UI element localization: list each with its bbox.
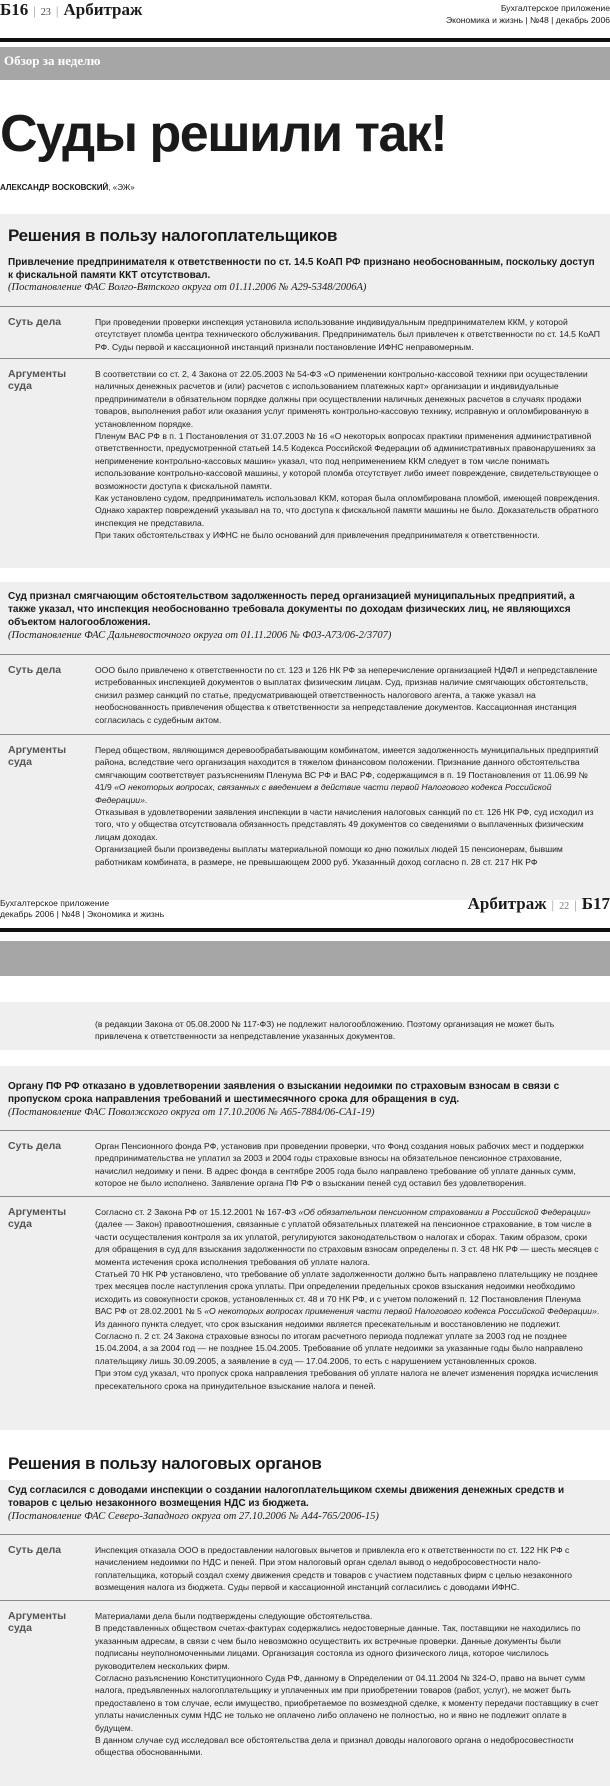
case-reference: (Постановление ФАС Поволжского округа от 17.10.2006 № А65-7884/06-СА1-19) [8, 1107, 375, 1118]
page-number: 22 [559, 901, 570, 912]
divider [0, 306, 610, 307]
case-title: Привлечение предпринимателя к ответственности по ст. 14.5 КоАП РФ признано необоснованным, поскольку доступ к фискальной памяти ККТ отсутствовал. [8, 257, 595, 281]
court-arguments-text [95, 744, 600, 868]
court-arguments-label: Аргументы суда [8, 1206, 67, 1230]
case-essence-label: Суть дела [8, 664, 62, 676]
gray-band [0, 941, 610, 976]
argument-paragraph: Как установлено судом, предприниматель использовал ККМ, которая была опломбирована пломбой, имеющей повреждения. Однако характер повреждений указывал на то, что доступа к фискальной памяти машины не было. Доказательств обратного инспекция не представила. [95, 493, 600, 528]
author-line [0, 183, 135, 192]
review-band [0, 47, 610, 80]
header-left: Б16 | 23 | Арбитраж [0, 0, 143, 19]
band-title: Обзор за неделю [4, 53, 101, 68]
section-name: Арбитраж [63, 0, 143, 19]
court-arguments-text [95, 1206, 600, 1392]
section-name: Арбитраж [467, 894, 547, 913]
argument-paragraph: При таких обстоятельствах у ИФНС не было оснований для привлечения предпринимателя к ответственности. [95, 530, 540, 541]
header-rule [0, 38, 610, 42]
case-title: Органу ПФ РФ отказано в удовлетворении заявления о взыскании недоимки по страховым взносам в связи с пропуском срока направления требований и шестимесячного срока для обращения в суд. [8, 1081, 560, 1105]
case-reference: (Постановление ФАС Дальневосточного округа от 01.11.2006 № Ф03-А73/06-2/3707) [8, 630, 392, 641]
section-heading-tax-authorities: Решения в пользу налоговых органов [8, 1454, 322, 1473]
argument-paragraph: Отказывая в удовлетворении заявления инспекции в части начисления налоговых санкций по ст. 126 НК РФ, суд исходил из того, что у общества отсутствовала обязанность представлять 49 документов со сведениями о выплаченных физическим лицам доходах. [95, 807, 594, 842]
section-heading-taxpayers: Решения в пользу налогоплательщиков [8, 226, 338, 245]
case-title: Суд согласился с доводами инспекции о создании налогоплательщиком схемы движения денежных средств и товаров с целью незаконного возмещения НДС из бюджета. [8, 1485, 565, 1509]
case-essence-label: Суть дела [8, 1544, 62, 1556]
argument-paragraph: Согласно п. 2 ст. 24 Закона страховые взносы по итогам расчетного периода подлежат уплате за 2003 год не позднее 15.04.2004, а за 2004 год — не позднее 15.04.2005. Требование об уплате недоимки за указанные годы было направлено плательщику лишь 30.09.2005, а заявление в суд — 17.04.2006, то есть с нарушением установленных сроков. [95, 1331, 583, 1366]
publication-info: Бухгалтерское приложение Экономика и жизнь | №48 | декабрь 2006 [445, 3, 610, 25]
page-badge: Б17 [581, 894, 610, 913]
page-title: Суды решили так! [0, 105, 447, 163]
argument-paragraph: Пленум ВАС РФ в п. 1 Постановления от 31.07.2003 № 16 «О некоторых вопросах практики применения административной ответственности, предусмотренной статьей 14.5 Кодекса Российской Федерации об административных правонарушениях за неприменение контрольно-кассовых машин» указал, что под неприменением ККМ следует в том числе понимать использование контрольно-кассовой машины, у которой пломба отсутствует либо имеет повреждение, свидетельствующее о возможности доступа к фискальной памяти. [95, 431, 599, 491]
case-essence-text: Инспекция отказала ООО в предоставлении налоговых вычетов и привлекла его к ответственности по ст. 122 НК РФ с начислением недоимки по НДС и пеней. При этом налоговый орган сделал вывод о недобросовестности налогоплательщика, который создал схему движения средств и товаров с участием подставных фирм с целью незаконного возмещения налога из бюджета. Суды первой и кассационной инстанций согласились с доводами ИФНС. [95, 1545, 572, 1593]
case-essence-text: Орган Пенсионного фонда РФ, установив при проведении проверки, что Фонд создания новых рабочих мест и поддержки предпринимательства не уплатил за 2003 и 2004 годы страховые взносы на обязательное пенсионное страхование, начислил недоимку и пени. В адрес фонда в сентябре 2005 года было направлено требование об уплате данных сумм, которое не было исполнено. Заявление органа ПФ РФ о взыскании пеней суд оставил без удовлетворения. [95, 1141, 584, 1189]
argument-paragraph: Статьей 70 НК РФ установлено, что требование об уплате задолженности должно быть направлено плательщику не позднее трех месяцев после наступления срока уплаты. При определении предельных сроков взыскания недоимки необходимо исходить из совокупности сроков, установленных ст. 48 и 70 НК РФ, и с учетом положений п. 12 Постановления Пленума ВАС РФ от 28.02.2001 № 5 «О некоторых вопросах применения части первой Налогового кодекса Российской Федерации». Из данного пункта следует, что срок взыскания недоимки является пресекательным и восстановлению не подлежит. [95, 1269, 600, 1329]
publication-info: Бухгалтерское приложение декабрь 2006 | №48 | Экономика и жизнь [0, 898, 165, 919]
case-essence-text: ООО было привлечено к ответственности по ст. 123 и 126 НК РФ за неперечисление организацией НДФЛ и непредставление истребованных инспекцией документов о выплатах физическим лицам. Суд, признав наличие смягчающих обстоятельств, снизил размер санкций по статье, предусматривающей ответственность налогового агента, а также указал на необоснованность привлечения общества к ответственности за непредставление документов. Кассационная инстанция согласилась с судебным актом. [95, 665, 598, 725]
divider [0, 1130, 610, 1131]
author-name: АЛЕКСАНДР ВОСКОВСКИЙ [0, 183, 109, 192]
argument-paragraph: Организацией были произведены выплаты материальной помощи ко дню пожилых людей 15 пенсионерам, бывшим работникам комбината, в размере, не превышающем 2000 руб. Указанный доход согласно п. 28 ст. 217 НК РФ [95, 844, 563, 867]
divider [0, 1196, 610, 1197]
divider [0, 654, 610, 655]
divider [0, 358, 610, 359]
page-number: 23 [40, 7, 51, 18]
case-reference: (Постановление ФАС Северо-Западного округа от 27.10.2006 № А44-765/2006-15) [8, 1511, 379, 1522]
argument-paragraph: Согласно ст. 2 Закона РФ от 15.12.2001 № 167-ФЗ «Об обязательном пенсионном страховании в Российской Федерации» (далее — Закон) правоотношения, связанные с уплатой обязательных платежей на пенсионное страхование, в том числе в части осуществления контроля за их уплатой, регулируются законодательством о налогах и сборах. Таким образом, сроки для обращения в суд для взыскания задолженности по страховым взносам определены п. 3 ст. 48 НК РФ — шесть месяцев с момента истечения срока исполнения требования об уплате налога. [95, 1207, 599, 1267]
argument-paragraph: В соответствии со ст. 2, 4 Закона от 22.05.2003 № 54-ФЗ «О применении контрольно-кассовой техники при осуществлении наличных денежных расчетов и (или) расчетов с использованием платежных карт» организации и индивидуальные предприниматели в обязательном порядке должны при осуществлении наличных денежных расчетов в случаях продажи товаров, выполнения работ или оказания услуг применять контрольно-кассовую технику, исправную и опломбированную в установленном порядке. [95, 369, 589, 429]
header-right: Арбитраж | 22 | Б17 [467, 894, 610, 913]
case-essence-text: При проведении проверки инспекция установила использование индивидуальным предпринимателем ККМ, у которой отсутствует пломба центра технического обслуживания. Предприниматель был привлечен к ответственности по ст. 14.5 КоАП РФ. Суды первой и кассационной инстанций признали постановление ИФНС неправомерным. [95, 317, 600, 352]
case-essence-label: Суть дела [8, 316, 62, 328]
argument-paragraph: В представленных обществом счетах-фактурах содержались недостоверные данные. Так, поставщики не находились по указанным адресам, в связи с чем было невозможно осуществить их встречные проверки. Данные документы были подписаны неуполномоченными лицами. Организация состояла из одного физического лица, которое числилось руководителем нескольких фирм. [95, 1623, 581, 1671]
page-badge: Б16 [0, 0, 29, 19]
divider [0, 1600, 610, 1601]
court-arguments-label: Аргументы суда [8, 1610, 67, 1634]
argument-paragraph: При этом суд указал, что пропуск срока направления требования об уплате налога не влечет изменения порядка исчисления пресекательного срока на принудительное взыскание налога и пеней. [95, 1368, 599, 1391]
case-essence-label: Суть дела [8, 1140, 62, 1152]
argument-paragraph: Согласно разъяснению Конституционного Суда РФ, данному в Определении от 04.11.2004 № 324-О, право на вычет сумм налога, предъявленных налогоплательщику и уплаченных им при приобретении товаров (работ, услуг), не может быть предоставлено в том случае, если имущество, приобретаемое по возмездной сделке, к моменту передачи поставщику в счет уплаты начисленных сумм НДС не только не оплачено либо оплачено не полностью, но и явно не подлежит оплате в будущем. [95, 1673, 599, 1733]
court-arguments-text [95, 368, 600, 542]
argument-paragraph: В данном случае суд исследовал все обстоятельства дела и признал доводы налогового органа о недобросовестности общества обоснованными. [95, 1735, 574, 1758]
page-header [0, 0, 610, 40]
header-rule [0, 928, 610, 932]
argument-paragraph: Перед обществом, являющимся деревообрабатывающим комбинатом, имеется задолженность муниципальных предприятий района, вследствие чего организация находится в тяжелом финансовом положении. Признание данного обстоятельства смягчающим соответствует разъяснениям Пленума ВС РФ и ВАС РФ, содержащимся в п. 19 Постановления от 11.06.99 № 41/9 «О некоторых вопросах, связанных с введением в действие части первой Налогового кодекса Российской Федерации». [95, 745, 599, 805]
case-title: Суд признал смягчающим обстоятельством задолженность перед организацией муниципальных предприятий, а также указал, что инспекция необоснованно требовала документы по доходам физических лиц, не являющихся объектом налогообложения. [8, 591, 575, 628]
court-arguments-label: Аргументы суда [8, 368, 67, 392]
divider [0, 1534, 610, 1535]
continuation-text: (в редакции Закона от 05.08.2000 № 117-ФЗ) не подлежит налогообложению. Поэтому организация не может быть привлечена к ответственности за непредставление указанных документов. [95, 1019, 555, 1042]
case-reference: (Постановление ФАС Волго-Вятского округа от 01.11.2006 № А29-5348/2006А) [8, 282, 367, 293]
court-arguments-text [95, 1610, 600, 1759]
court-arguments-label: Аргументы суда [8, 744, 67, 768]
divider [0, 734, 610, 735]
argument-paragraph: Материалами дела были подтверждены следующие обстоятельства. [95, 1611, 373, 1621]
author-org: , «ЭЖ» [108, 183, 135, 192]
